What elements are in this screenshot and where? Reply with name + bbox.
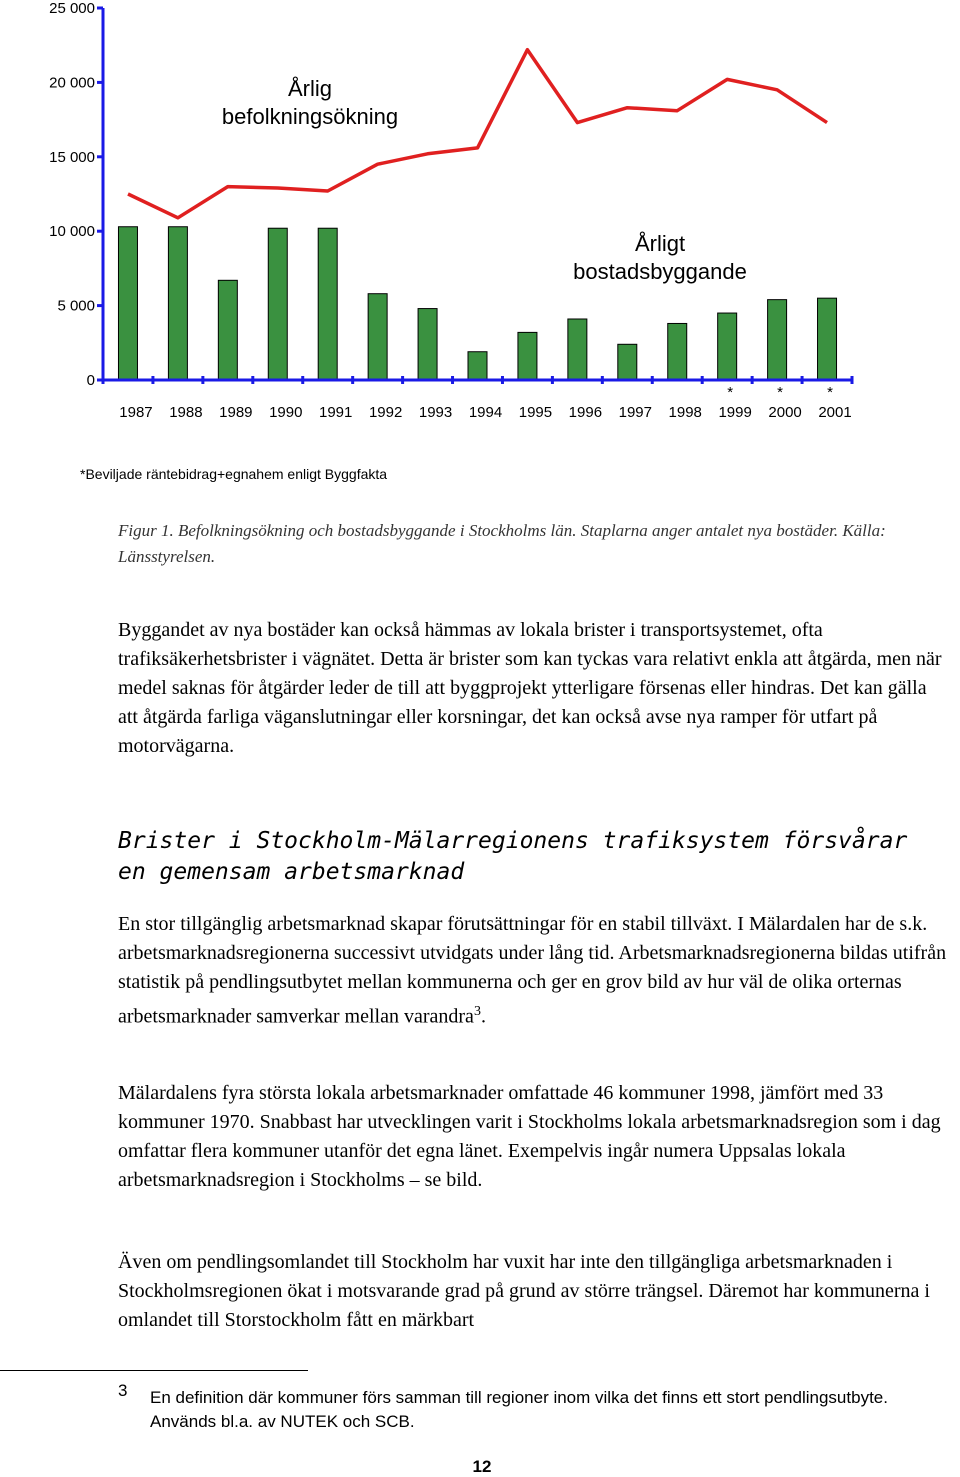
x-tick-label: 1999: [718, 404, 752, 421]
bar: [318, 228, 337, 380]
bars: [118, 227, 836, 380]
x-tick-label: 1997: [618, 404, 652, 421]
x-tick-label: 1990: [269, 404, 303, 421]
y-tick-label: 25 000: [49, 0, 95, 17]
bar: [818, 298, 837, 380]
population-line: [128, 50, 827, 218]
bar: [618, 344, 637, 380]
page-number: 12: [472, 1457, 492, 1476]
annotation-label: bostadsbyggande: [573, 259, 747, 284]
y-tick-label: 0: [86, 372, 95, 389]
population-housing-chart: [0, 0, 960, 460]
bar: [668, 323, 687, 380]
footnote-divider: [0, 1370, 308, 1371]
x-tick-label: 1993: [418, 404, 453, 421]
bar: [568, 319, 587, 380]
y-tick-label: 20 000: [49, 74, 95, 92]
y-tick-label: 10 000: [49, 223, 95, 241]
x-marker-label: *: [827, 384, 833, 401]
y-tick-label: 5 000: [57, 297, 95, 315]
bar: [168, 227, 187, 380]
bar: [368, 294, 387, 380]
x-tick-label: 1994: [468, 404, 503, 421]
x-tick-label: 1998: [668, 404, 702, 421]
paragraph-2-end: .: [480, 1005, 486, 1028]
x-tick-label: 1991: [319, 404, 353, 421]
annotation-label: befolkningsökning: [221, 104, 399, 129]
bar: [518, 332, 537, 380]
y-axis: [49, 0, 103, 389]
paragraph-2-text: En stor tillgänglig arbetsmarknad skapar förutsättningar för en stabil tillväxt. I Mälardalen har de s.k. arbetsmarknadsregionerna successivt utvidgats under lång tid. Arbetsmarknadsregionerna bildas utifrån statistik på pendlingsutbytet mellan kommunerna och ger en grov bild av hur väl de olika orternas arbetsmarknader samverkar mellan varandra: [118, 913, 947, 1028]
x-axis: [103, 376, 852, 421]
figure-caption: Figur 1. Befolkningsökning och bostadsbyggande i Stockholms län. Staplarna anger antalet nya bostäder. Källa: Länsstyrelsen.: [118, 521, 886, 566]
footnote-ref: 3: [473, 1004, 481, 1019]
paragraph-3: Mälardalens fyra största lokala arbetsmarknader omfattade 46 kommuner 1998, jämfört med 33 kommuner 1970. Snabbast har utvecklingen varit i Stockholms lokala arbetsmarknadsregion som i dag omfattar flera kommuner utanför det egna länet. Exempelvis ingår numera Uppsalas lokala arbetsmarknadsregion i Stockholms – se bild.: [118, 1082, 941, 1191]
x-marker-label: *: [777, 384, 784, 401]
bar: [718, 313, 737, 380]
chart-footnote: *Beviljade räntebidrag+egnahem enligt Byggfakta: [80, 466, 388, 482]
footnote-number: 3: [118, 1381, 128, 1400]
x-tick-label: 1996: [568, 404, 603, 421]
bar: [118, 227, 137, 380]
x-tick-label: 1995: [518, 404, 553, 421]
y-tick-label: 15 000: [49, 148, 95, 166]
bar: [218, 280, 237, 380]
annotation-label: Årligt: [634, 231, 686, 256]
bar: [268, 228, 287, 380]
bar: [768, 300, 787, 380]
x-tick-label: 1987: [119, 404, 153, 421]
bar: [418, 309, 437, 380]
x-marker-label: *: [727, 384, 734, 401]
bar: [468, 352, 487, 380]
paragraph-4: Även om pendlingsomlandet till Stockholm har vuxit har inte den tillgängliga arbetsmarknaden i Stockholmsregionen ökat i motsvarande grad på grund av större trängsel. Däremot har kommunerna i omlandet till Storstockholm fått en märkbart: [118, 1251, 930, 1331]
x-tick-label: 1992: [368, 404, 403, 421]
x-tick-label: 2001: [818, 404, 852, 421]
x-tick-label: 1989: [219, 404, 253, 421]
annotation-label: Årlig: [287, 76, 333, 101]
paragraph-2: [118, 910, 948, 1032]
x-tick-label: 1988: [169, 404, 203, 421]
section-heading: Brister i Stockholm-Mälarregionens trafiksystem försvårar en gemensam arbetsmarknad: [118, 828, 908, 885]
paragraph-1: Byggandet av nya bostäder kan också hämmas av lokala brister i transportsystemet, ofta trafiksäkerhetsbrister i vägnätet. Detta är brister som kan tyckas vara relativt enkla att åtgärda, men när medel saknas för åtgärder leder de till att byggprojekt ytterligare försenas eller hindras. Det kan gälla att åtgärda farliga väganslutningar eller korsningar, det kan också avse nya ramper för utfart på motorvägarna.: [118, 619, 942, 757]
footnote-text: En definition där kommuner förs samman till regioner inom vilka det finns ett stort pendlingsutbyte. Används bl.a. av NUTEK och SCB.: [150, 1388, 888, 1431]
annotations: [222, 76, 747, 284]
population-series-line: [128, 50, 827, 218]
x-tick-label: 2000: [768, 404, 802, 421]
